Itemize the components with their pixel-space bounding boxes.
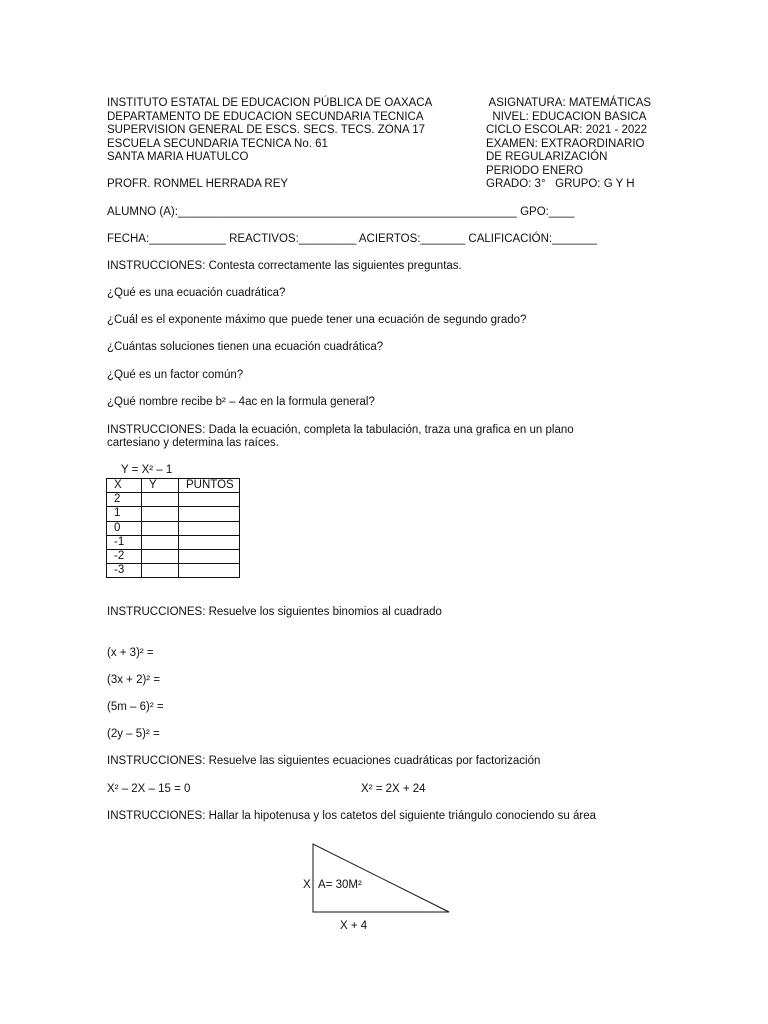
x-cell: 1 [107, 507, 142, 521]
triangle-base-label: X + 4 [340, 920, 368, 932]
binomial-3: (5m – 6)² = [107, 701, 164, 713]
instructions-factorization: INSTRUCCIONES: Resuelve las siguientes ecuaciones cuadráticas por factorización [107, 755, 541, 767]
x-cell: -1 [107, 535, 142, 549]
puntos-cell[interactable] [179, 521, 240, 535]
header-level: NIVEL: EDUCACION BASICA [486, 110, 647, 123]
x-cell: 0 [107, 521, 142, 535]
header-school: ESCUELA SECUNDARIA TECNICA No. 61 [107, 137, 328, 150]
table-row [107, 521, 240, 535]
y-cell[interactable] [142, 507, 179, 521]
tabulation-table [106, 478, 240, 578]
header-supervision: SUPERVISION GENERAL DE ESCS. SECS. TECS. ZONA 17 [107, 124, 426, 136]
y-cell[interactable] [142, 564, 179, 578]
x-cell: -2 [107, 549, 142, 563]
header-blank [107, 165, 432, 179]
header-grade-group: GRADO: 3° GRUPO: G Y H [486, 178, 635, 190]
y-cell[interactable] [142, 521, 179, 535]
header-x: X [107, 479, 142, 493]
header-cycle: CICLO ESCOLAR: 2021 - 2022 [486, 124, 648, 136]
question-5: ¿Qué nombre recibe b² – 4ac en la formula general? [107, 396, 375, 408]
table-row [107, 549, 240, 563]
x-cell: 2 [107, 493, 142, 507]
binomial-2: (3x + 2)² = [107, 674, 161, 686]
puntos-cell[interactable] [179, 493, 240, 507]
header-y: Y [142, 479, 179, 493]
header-left [107, 97, 432, 192]
puntos-cell[interactable] [179, 549, 240, 563]
header-exam: EXAMEN: EXTRAORDINARIO [486, 137, 645, 150]
quadratic-equation-2: X² = 2X + 24 [361, 783, 426, 795]
instructions-tabulation-2: cartesiano y determina las raíces. [107, 437, 279, 449]
question-2: ¿Cuál es el exponente máximo que puede tener una ecuación de segundo grado? [107, 314, 527, 326]
instructions-binomials: INSTRUCCIONES: Resuelve los siguientes binomios al cuadrado [107, 606, 442, 618]
quadratic-equation-1: X² – 2X – 15 = 0 [107, 783, 191, 795]
header-department: DEPARTAMENTO DE EDUCACION SECUNDARIA TECNICA [107, 110, 424, 123]
instructions-tabulation-1: INSTRUCCIONES: Dada la ecuación, completa la tabulación, traza una grafica en un plano [107, 424, 574, 436]
binomial-1: (x + 3)² = [107, 647, 154, 659]
x-cell: -3 [107, 564, 142, 578]
header-period: PERIODO ENERO [486, 164, 584, 177]
triangle-shape [313, 844, 449, 912]
puntos-cell[interactable] [179, 507, 240, 521]
puntos-cell[interactable] [179, 564, 240, 578]
equation: Y = X² – 1 [121, 464, 173, 476]
header-regularization: DE REGULARIZACIÓN [486, 151, 608, 163]
y-cell[interactable] [142, 493, 179, 507]
table-row [107, 493, 240, 507]
instructions-questions: INSTRUCCIONES: Contesta correctamente las siguientes preguntas. [107, 260, 462, 272]
header-right [486, 97, 651, 192]
question-4: ¿Qué es un factor común? [107, 369, 244, 381]
triangle-area-label: A= 30M² [318, 879, 362, 891]
table-row [107, 564, 240, 578]
binomial-4: (2y – 5)² = [107, 728, 160, 740]
triangle-side-label: X [303, 879, 311, 891]
table-row [107, 507, 240, 521]
question-1: ¿Qué es una ecuación cuadrática? [107, 287, 286, 299]
header-teacher: PROFR. RONMEL HERRADA REY [107, 178, 289, 190]
instructions-triangle: INSTRUCCIONES: Hallar la hipotenusa y los catetos del siguiente triángulo conociendo su área [107, 810, 597, 822]
header-location: SANTA MARIA HUATULCO [107, 151, 249, 163]
header-puntos: PUNTOS [179, 479, 240, 493]
fecha-field[interactable]: FECHA:____________ REACTIVOS:_________ ACIERTOS:_______ CALIFICACIÓN:_______ [107, 233, 597, 245]
y-cell[interactable] [142, 535, 179, 549]
alumno-field[interactable]: ALUMNO (A):_____________________________________________________ GPO:____ [107, 206, 575, 218]
question-3: ¿Cuántas soluciones tienen una ecuación cuadrática? [107, 341, 384, 353]
puntos-cell[interactable] [179, 535, 240, 549]
table-row [107, 535, 240, 549]
y-cell[interactable] [142, 549, 179, 563]
table-header-row [107, 479, 240, 493]
header-institution: INSTITUTO ESTATAL DE EDUCACION PÚBLICA DE OAXACA [107, 97, 433, 109]
header-subject: ASIGNATURA: MATEMÁTICAS [486, 97, 652, 109]
